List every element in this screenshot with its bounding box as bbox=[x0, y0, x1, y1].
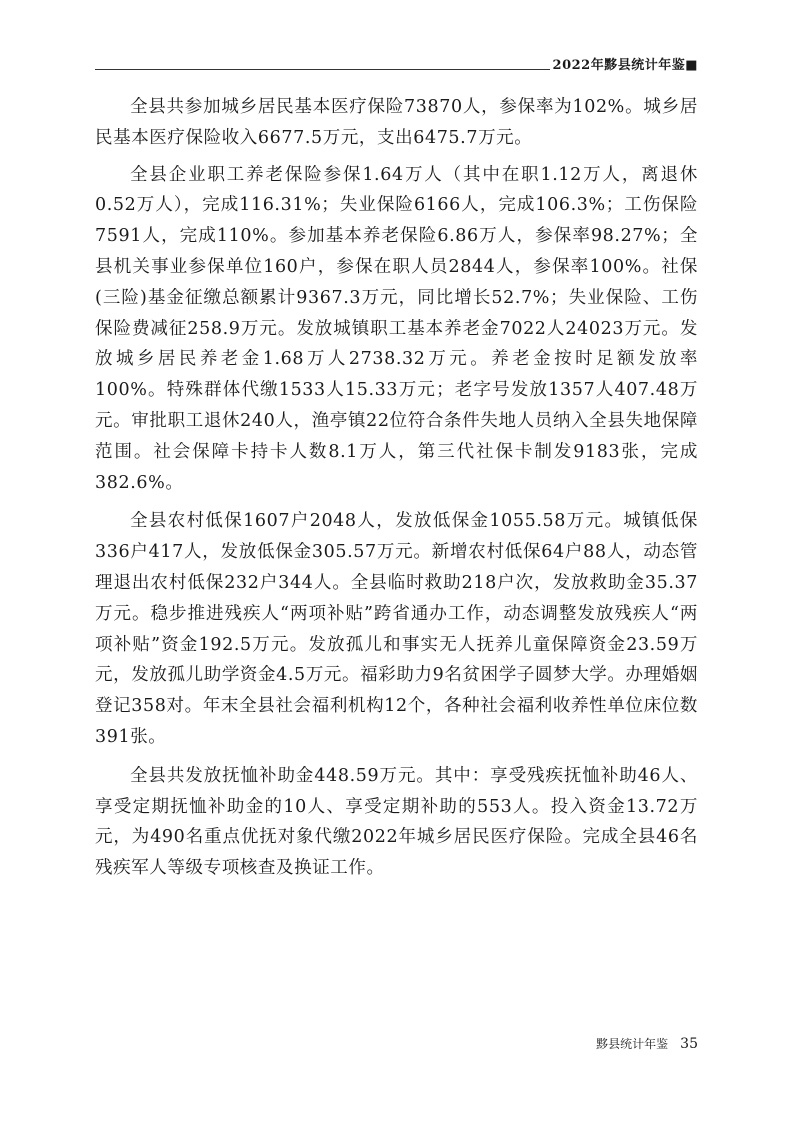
header-rule bbox=[95, 69, 550, 70]
paragraph-medical-insurance: 全县共参加城乡居民基本医疗保险73870人，参保率为102%。城乡居民基本医疗保险收入6677.5万元，支出6475.7万元。 bbox=[95, 97, 698, 148]
page-body bbox=[95, 92, 698, 884]
page-number: 35 bbox=[680, 1036, 698, 1052]
paragraph-pension-insurance: 全县企业职工养老保险参保1.64万人（其中在职1.12万人，离退休0.52万人），完成116.31%；失业保险6166人，完成106.3%；工伤保险7591人，完成110%。参加基本养老保险6.86万人，参保率98.27%；全县机关事业参保单位160户，参保在职人员2844人，参保率100%。社保(三险)基金征缴总额累计9367.3万元，同比增长52.7%；失业保险、工伤保险费减征258.9万元。发放城镇职工基本养老金7022人24023万元。发放城乡居民养老金1.68万人2738.32万元。养老金按时足额发放率100%。特殊群体代缴1533人15.33万元；老字号发放1357人407.48万元。审批职工退休240人，渔亭镇22位符合条件失地人员纳入全县失地保障范围。社会保障卡持卡人数8.1万人，第三代社保卡制发9183张，完成382.6%。 bbox=[95, 164, 698, 493]
page-footer bbox=[596, 1035, 698, 1052]
footer-book-title: 黟县统计年鉴 bbox=[596, 1037, 669, 1051]
paragraph-minimum-living-security: 全县农村低保1607户2048人，发放低保金1055.58万元。城镇低保336户417人，发放低保金305.57万元。新增农村低保64户88人，动态管理退出农村低保232户344人。全县临时救助218户次，发放救助金35.37万元。稳步推进残疾人“两项补贴”跨省通办工作，动态调整发放残疾人“两项补贴”资金192.5万元。发放孤儿和事实无人抚养儿童保障资金23.59万元，发放孤儿助学资金4.5万元。福彩助力9名贫困学子圆梦大学。办理婚姻登记358对。年末全县社会福利机构12个，各种社会福利收养性单位床位数391张。 bbox=[95, 511, 698, 747]
paragraph-pension-subsidy: 全县共发放抚恤补助金448.59万元。其中：享受残疾抚恤补助46人、享受定期抚恤补助金的10人、享受定期补助的553人。投入资金13.72万元，为490名重点优抚对象代缴2022年城乡居民医疗保险。完成全县46名残疾军人等级专项核查及换证工作。 bbox=[95, 765, 698, 879]
running-title: 2022年黟县统计年鉴■ bbox=[552, 58, 698, 73]
